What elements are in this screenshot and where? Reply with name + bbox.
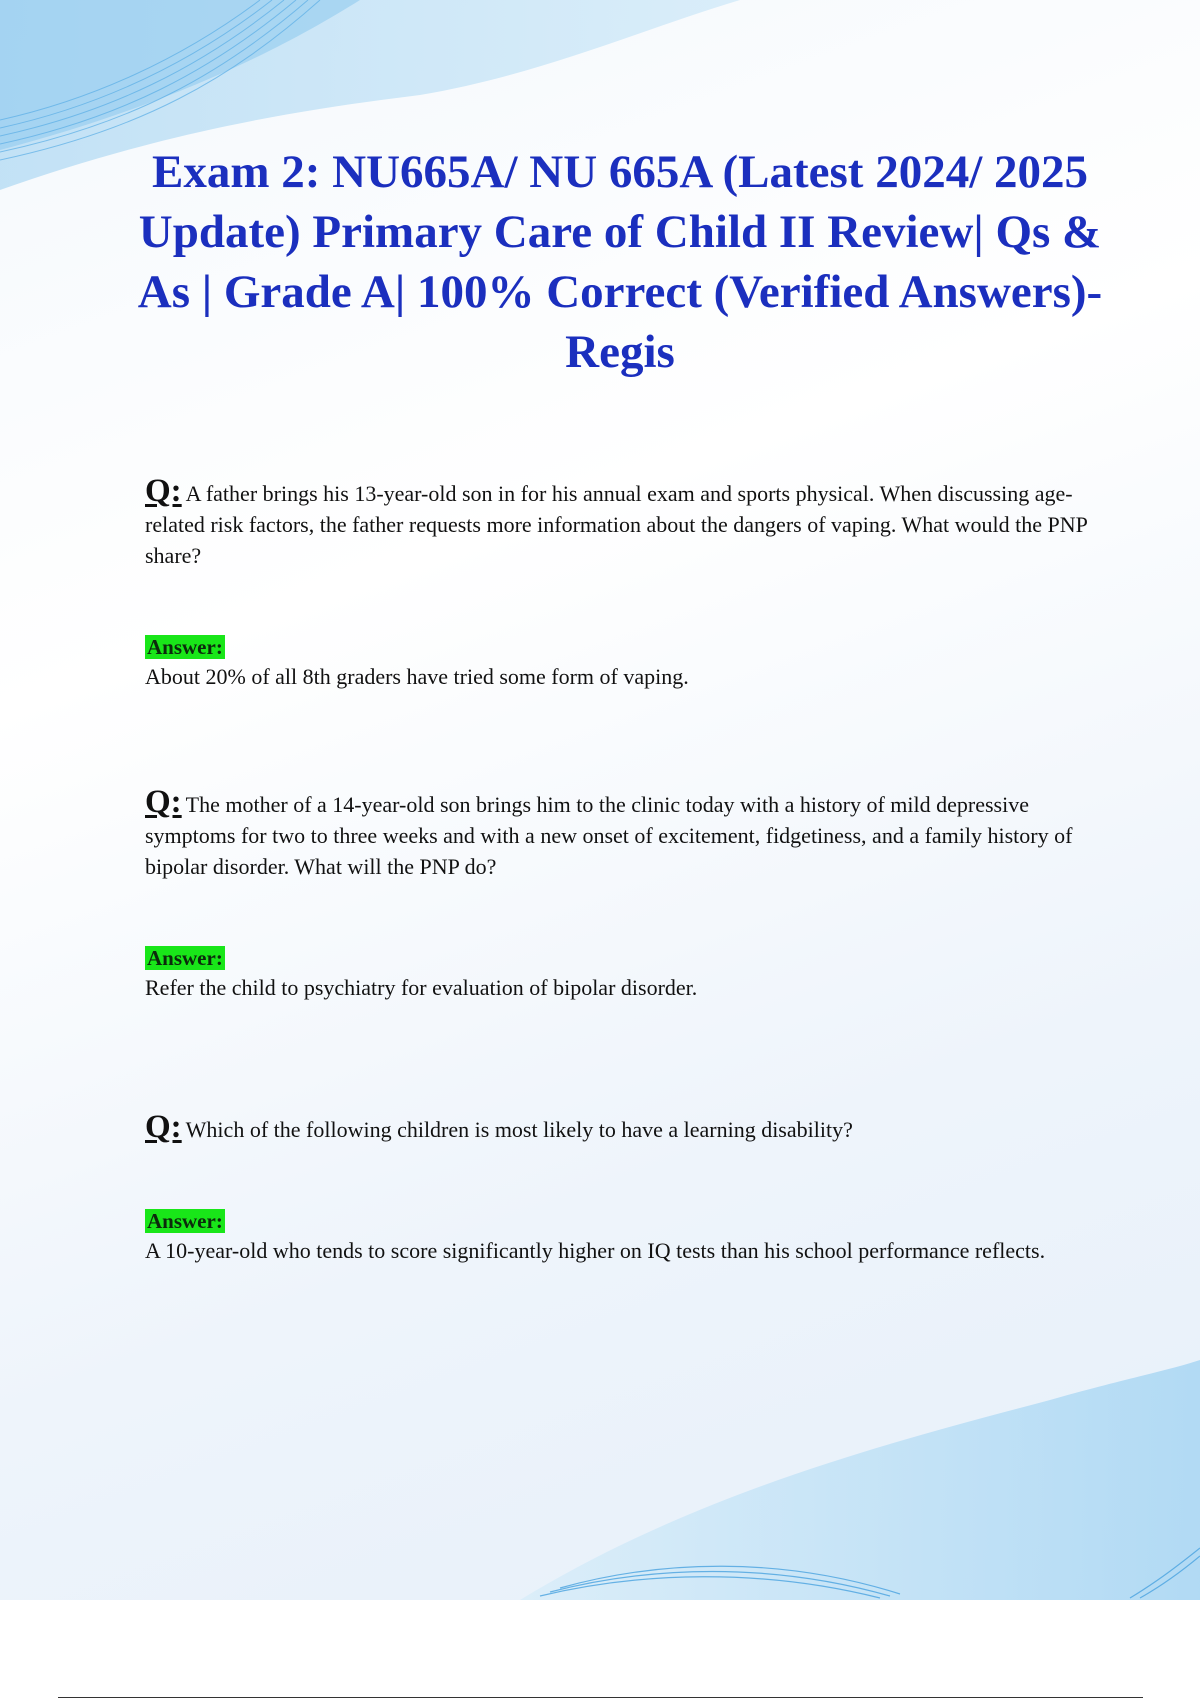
answer-text: Refer the child to psychiatry for evaluation of bipolar disorder. (145, 975, 698, 1000)
question-text: A father brings his 13-year-old son in for his annual exam and sports physical. When discussing age-related risk factors, the father requests more information about the dangers of vaping. What would the PNP share? (145, 481, 1088, 568)
qa-item (145, 784, 1095, 1003)
question-label: Q: (145, 1109, 182, 1145)
footer-rule (58, 1697, 1143, 1698)
question (145, 1109, 1095, 1145)
answer-label: Answer: (147, 946, 223, 970)
document-title: Exam 2: NU665A/ NU 665A (Latest 2024/ 2025 Update) Primary Care of Child II Review| Qs & As | Grade A| 100% Correct (Verified Answers)- Regis (137, 146, 1103, 378)
question-label: Q: (145, 784, 182, 820)
answer-label: Answer: (147, 1209, 223, 1233)
question-text: Which of the following children is most likely to have a learning disability? (185, 1117, 853, 1142)
question (145, 473, 1095, 571)
qa-item (145, 1109, 1095, 1266)
question-text: The mother of a 14-year-old son brings him to the clinic today with a history of mild depressive symptoms for two to three weeks and with a new onset of excitement, fidgetiness, and a family history of bipolar disorder. What will the PNP do? (145, 792, 1073, 879)
question-label: Q: (145, 473, 182, 509)
answer-text: A 10-year-old who tends to score significantly higher on IQ tests than his school performance reflects. (145, 1238, 1046, 1263)
qa-item (145, 473, 1095, 692)
answer-text: About 20% of all 8th graders have tried some form of vaping. (145, 664, 689, 689)
question (145, 784, 1095, 882)
answer-label: Answer: (147, 635, 223, 659)
